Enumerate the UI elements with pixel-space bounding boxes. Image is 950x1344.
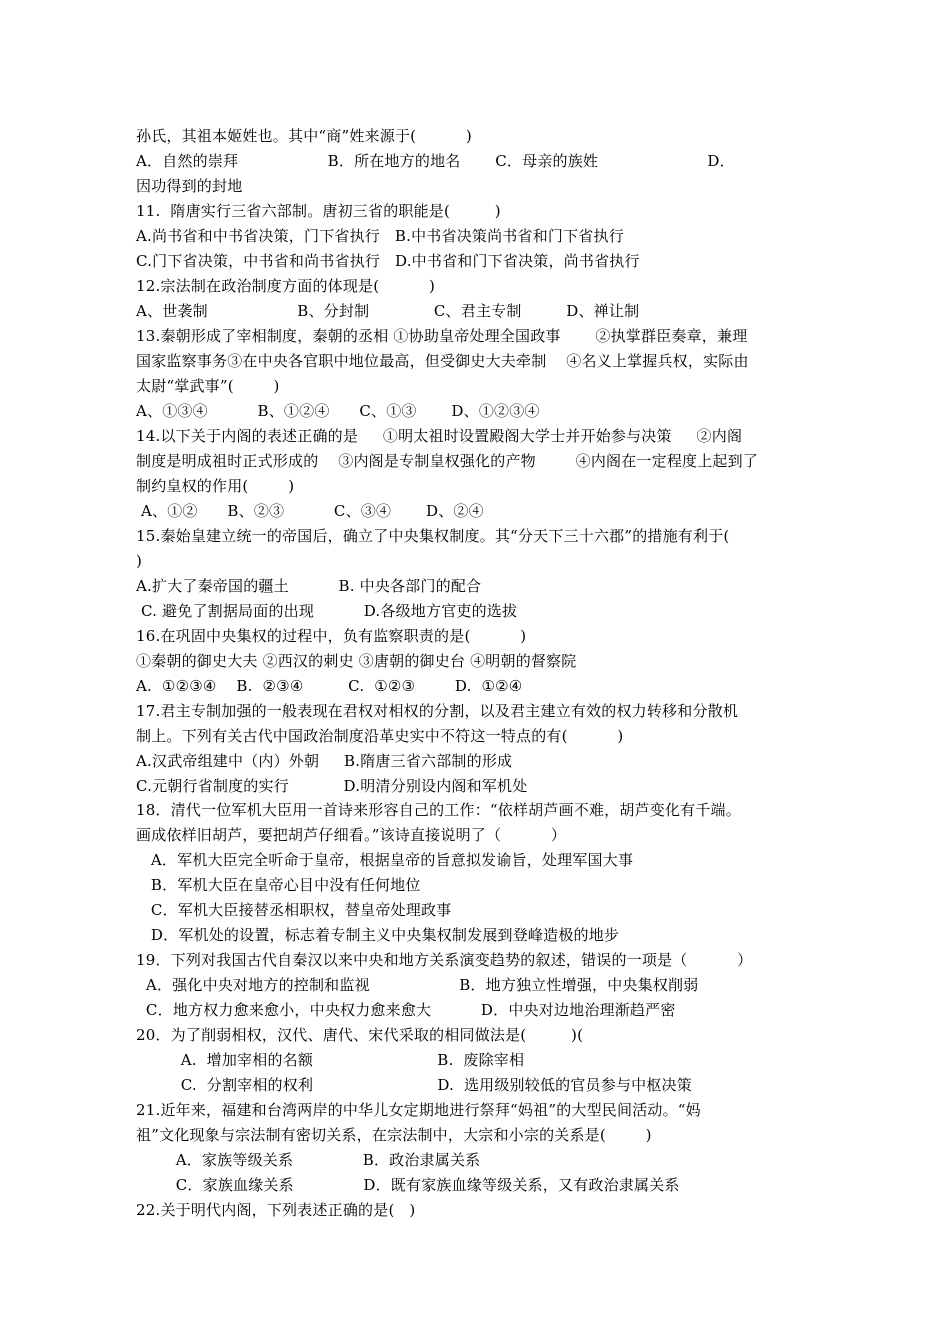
text-line: A. 增加宰相的名额 B. 废除宰相 — [136, 1051, 525, 1069]
question-22: 22.关于明代内阁，下列表述正确的是( ) — [136, 1201, 416, 1219]
text-line: C．家族血缘关系 D．既有家族血缘等级关系，又有政治隶属关系 — [136, 1176, 680, 1194]
text-line: A．家族等级关系 B．政治隶属关系 — [136, 1151, 481, 1169]
text-line: 孙氏，其祖本姬姓也。其中“商”姓来源于( ) — [136, 127, 472, 145]
text-line: B．军机大臣在皇帝心目中没有任何地位 — [136, 876, 421, 894]
text-line: A.尚书省和中书省决策，门下省执行 B.中书省决策尚书省和门下省执行 — [136, 227, 624, 245]
text-line: C.门下省决策，中书省和尚书省执行 D.中书省和门下省决策，尚书省执行 — [136, 252, 640, 270]
text-line: C．地方权力愈来愈小，中央权力愈来愈大 D．中央对边地治理渐趋严密 — [136, 1001, 676, 1019]
text-line: A.汉武帝组建中（内）外朝 B.隋唐三省六部制的形成 — [136, 752, 513, 770]
question-17: 17.君主专制加强的一般表现在君权对相权的分割，以及君主建立有效的权力转移和分散机 — [136, 702, 739, 720]
question-11: 11. 隋唐实行三省六部制。唐初三省的职能是( ) — [136, 202, 501, 220]
question-12: 12.宗法制在政治制度方面的体现是( ) — [136, 277, 436, 295]
text-line: C. 分割宰相的权利 D. 选用级别较低的官员参与中枢决策 — [136, 1076, 692, 1094]
text-line: A、①③④ B、①②④ C、①③ D、①②③④ — [136, 402, 540, 420]
text-line: C. 避免了割据局面的出现 D.各级地方官吏的选拔 — [136, 602, 518, 620]
text-line: 太尉“掌武事”( ) — [136, 377, 280, 395]
question-20: 20．为了削弱相权，汉代、唐代、宋代采取的相同做法是( )( — [136, 1026, 584, 1044]
text-line: D．军机处的设置，标志着专制主义中央集权制发展到登峰造极的地步 — [136, 926, 620, 944]
text-line: 画成依样旧胡芦，要把胡芦仔细看。”该诗直接说明了（ ） — [136, 826, 567, 844]
text-line: 制约皇权的作用( ) — [136, 477, 295, 495]
question-14: 14.以下关于内阁的表述正确的是 ①明太祖时设置殿阁大学士并开始参与决策 ②内阁 — [136, 427, 743, 445]
text-line: 制度是明成祖时正式形成的 ③内阁是专制皇权强化的产物 ④内阁在一定程度上起到了 — [136, 452, 759, 470]
text-line: A.扩大了秦帝国的疆土 B. 中央各部门的配合 — [136, 577, 482, 595]
text-line: A、世袭制 B、分封制 C、君主专制 D、禅让制 — [136, 302, 640, 320]
text-line: 祖”文化现象与宗法制有密切关系，在宗法制中，大宗和小宗的关系是( ) — [136, 1126, 652, 1144]
text-line: A、①② B、②③ C、③④ D、②④ — [136, 502, 484, 520]
text-line: C.元朝行省制度的实行 D.明清分别设内阁和军机处 — [136, 777, 528, 795]
text-line: 制上。下列有关古代中国政治制度沿革史实中不符这一特点的有( ) — [136, 727, 624, 745]
text-line: 因功得到的封地 — [136, 177, 243, 195]
text-line: A．自然的崇拜 B．所在地方的地名 C．母亲的族姓 D． — [136, 152, 735, 170]
question-13: 13.秦朝形成了宰相制度，秦朝的丞相 ①协助皇帝处理全国政事 ②执掌群臣奏章，兼理 — [136, 327, 748, 345]
question-15: 15.秦始皇建立统一的帝国后，确立了中央集权制度。其“分天下三十六郡”的措施有利于( — [136, 527, 730, 545]
question-16: 16.在巩固中央集权的过程中，负有监察职责的是( ) — [136, 627, 527, 645]
question-18: 18．清代一位军机大臣用一首诗来形容自己的工作：“依样胡芦画不难，胡芦变化有千端。 — [136, 801, 741, 819]
text-line: ) — [136, 552, 143, 570]
text-line: A．强化中央对地方的控制和监视 B．地方独立性增强，中央集权削弱 — [136, 976, 699, 994]
text-line: A. ①②③④ B. ②③④ C. ①②③ D. ①②④ — [136, 677, 523, 695]
text-line: 国家监察事务③在中央各官职中地位最高，但受御史大夫牵制 ④名义上掌握兵权，实际由 — [136, 352, 749, 370]
question-21: 21.近年来，福建和台湾两岸的中华儿女定期地进行祭拜“妈祖”的大型民间活动。“妈 — [136, 1101, 701, 1119]
text-line: C．军机大臣接替丞相职权，替皇帝处理政事 — [136, 901, 452, 919]
question-19: 19．下列对我国古代自秦汉以来中央和地方关系演变趋势的叙述，错误的一项是（ ） — [136, 951, 753, 969]
text-line: ①秦朝的御史大夫 ②西汉的刺史 ③唐朝的御史台 ④明朝的督察院 — [136, 652, 577, 670]
text-line: A．军机大臣完全听命于皇帝，根据皇帝的旨意拟发谕旨，处理军国大事 — [136, 851, 634, 869]
